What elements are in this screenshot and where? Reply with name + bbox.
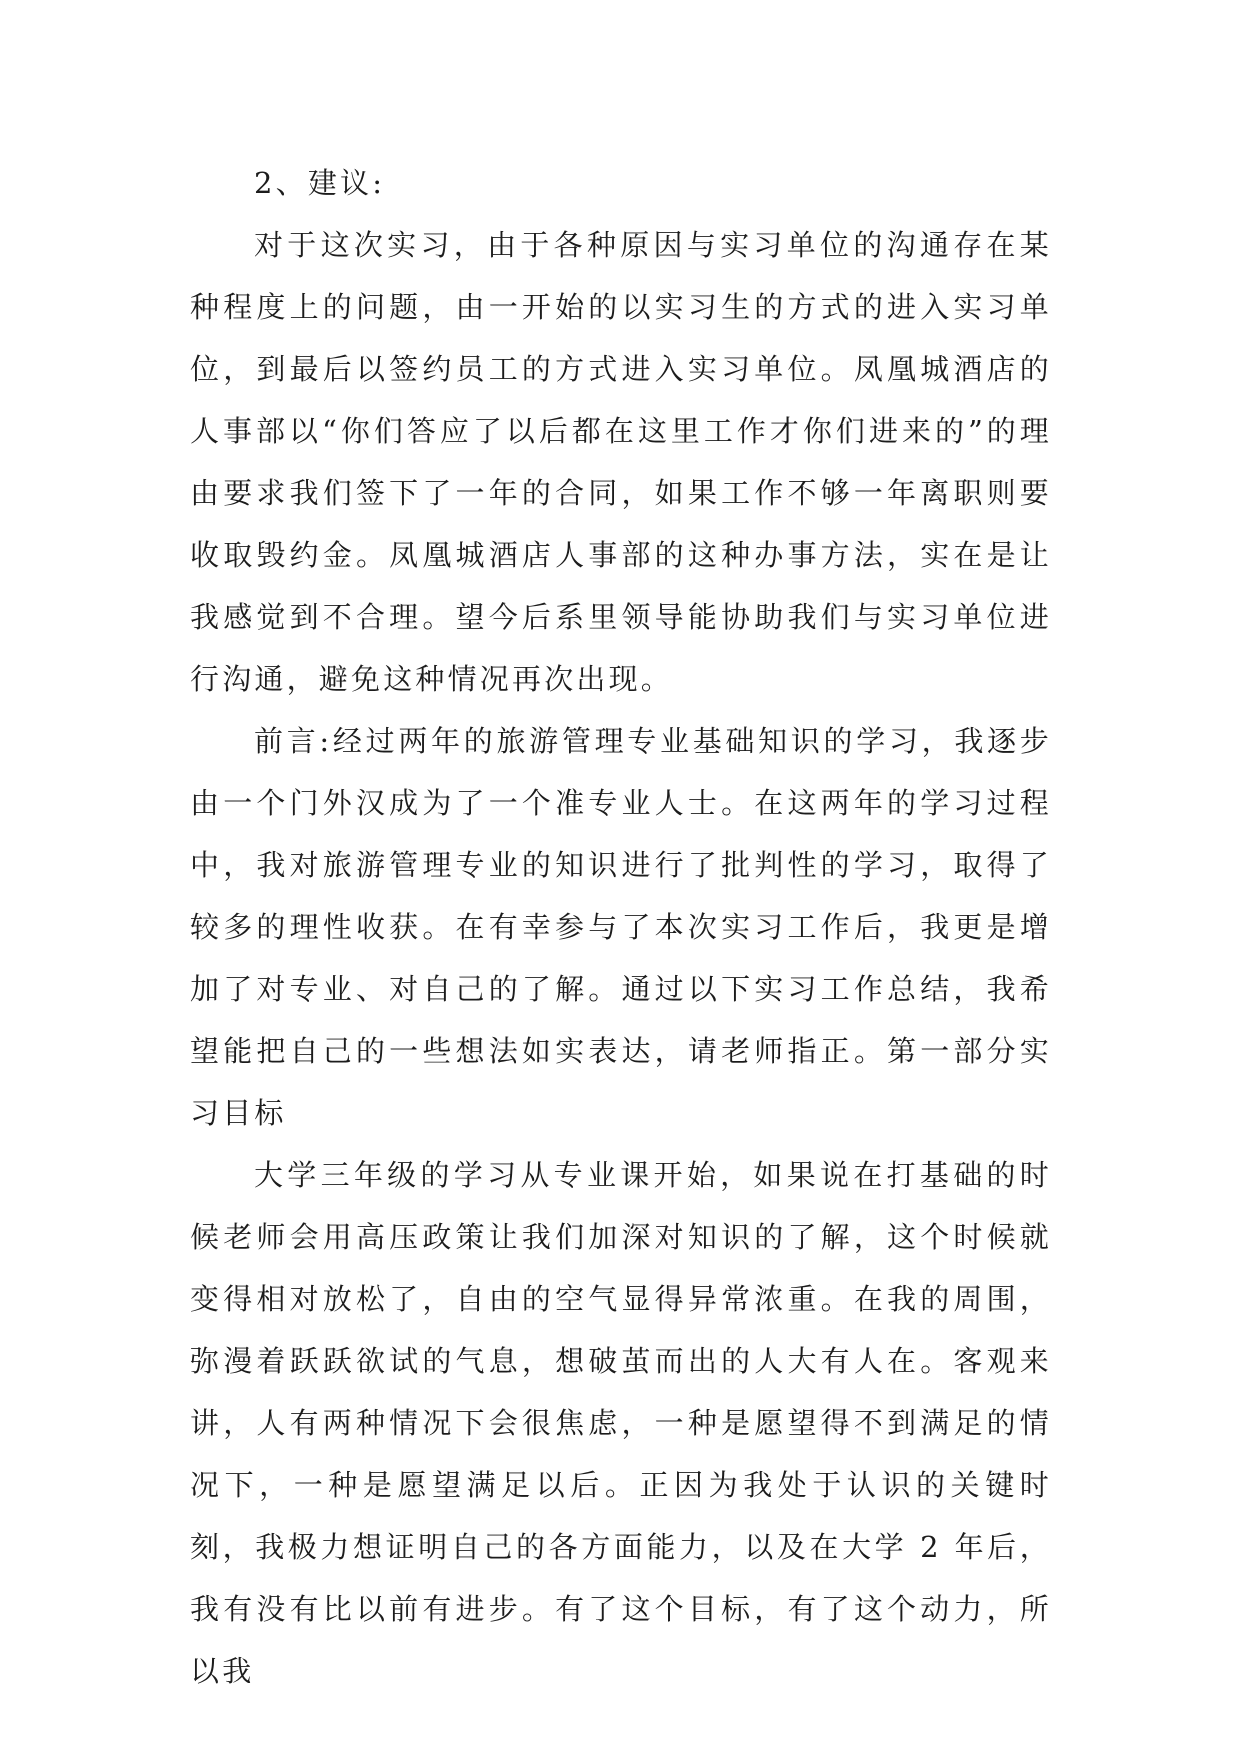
section-heading: 2、建议: [254,166,386,200]
paragraph-suggestion: 对于这次实习，由于各种原因与实习单位的沟通存在某种程度上的问题，由一开始的以实习生的方式的进入实习单位，到最后以签约员工的方式进入实习单位。凤凰城酒店的人事部以“你们答应了以后都在这里工作才你们进来的”的理由要求我们签下了一年的合同，如果工作不够一年离职则要收取毁约金。凤凰城酒店人事部的这种办事方法，实在是让我感觉到不合理。望今后系里领导能协助我们与实习单位进行沟通，避免这种情况再次出现。 [190,228,1052,696]
paragraph-junior-year: 大学三年级的学习从专业课开始，如果说在打基础的时候老师会用高压政策让我们加深对知识的了解，这个时候就变得相对放松了，自由的空气显得异常浓重。在我的周围，弥漫着跃跃欲试的气息，想破茧而出的人大有人在。客观来讲，人有两种情况下会很焦虑，一种是愿望得不到满足的情况下，一种是愿望满足以后。正因为我处于认识的关键时刻，我极力想证明自己的各方面能力，以及在大学 2 年后，我有没有比以前有进步。有了这个目标，有了这个动力，所以我 [190,1158,1052,1688]
document-body [190,152,1052,1702]
paragraph-preface: 前言:经过两年的旅游管理专业基础知识的学习，我逐步由一个门外汉成为了一个准专业人士。在这两年的学习过程中，我对旅游管理专业的知识进行了批判性的学习，取得了较多的理性收获。在有幸参与了本次实习工作后，我更是增加了对专业、对自己的了解。通过以下实习工作总结，我希望能把自己的一些想法如实表达，请老师指正。第一部分实习目标 [190,724,1052,1130]
